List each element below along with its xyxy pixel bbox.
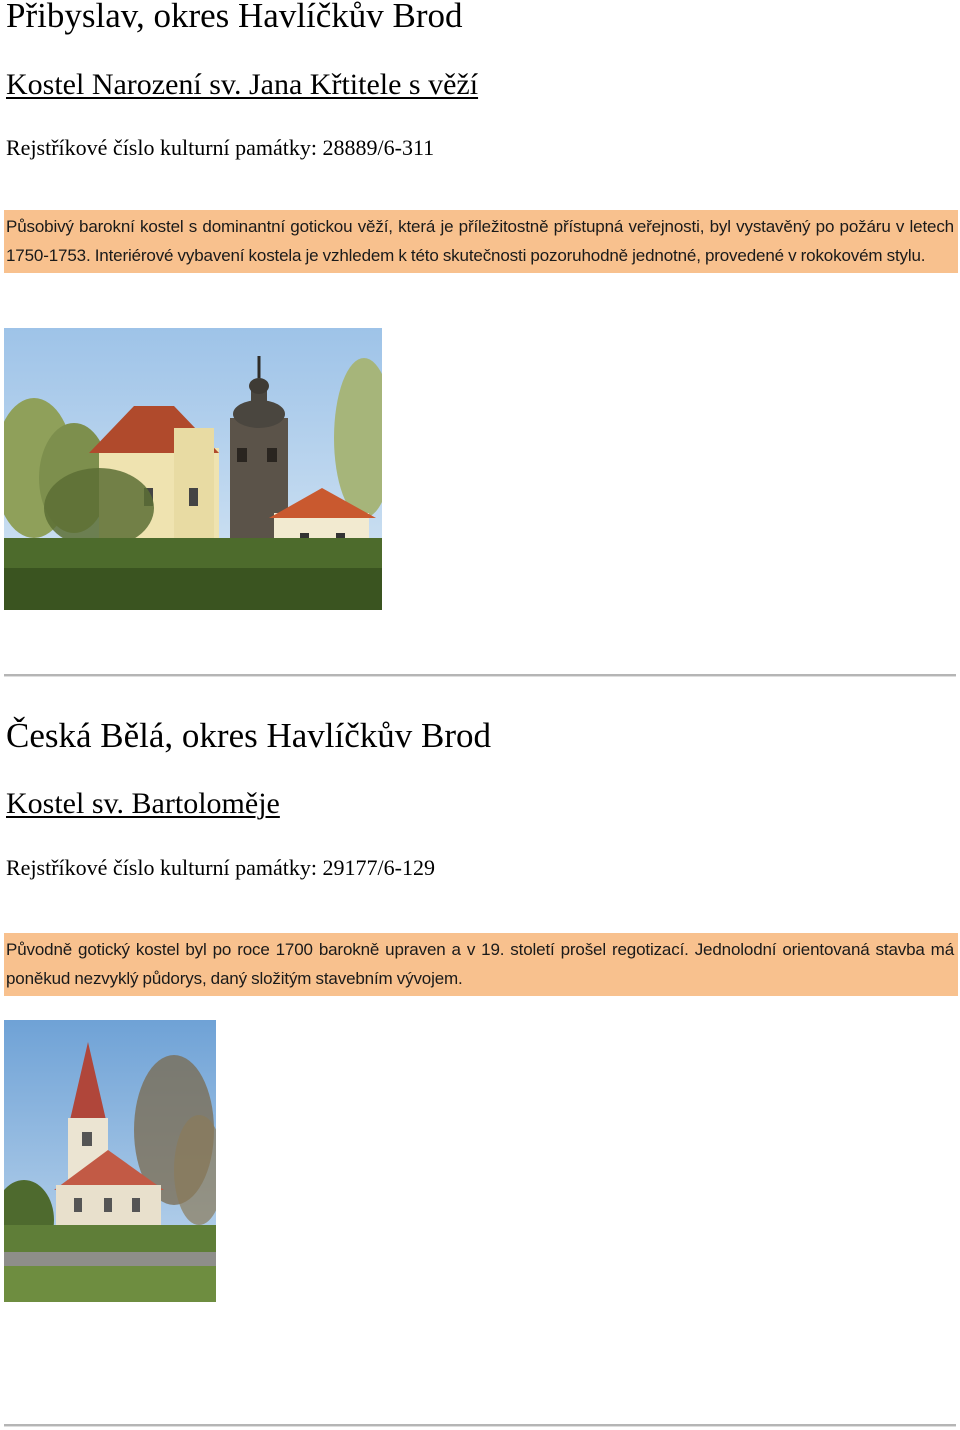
section-divider bbox=[4, 674, 956, 677]
place-title: Česká Bělá, okres Havlíčkův Brod bbox=[6, 716, 492, 755]
church-photo-illustration bbox=[4, 1020, 216, 1302]
church-title: Kostel sv. Bartoloměje bbox=[6, 787, 280, 820]
church-description: Působivý barokní kostel s dominantní gotickou věží, která je příležitostně přístupná veřejnosti, byl vystavěný po požáru v letech 1750-1753. Interiérové vybavení kostela je vzhledem k této skutečnosti pozoruhodně jednotné, provedené v rokokovém stylu. bbox=[4, 210, 958, 273]
registry-number: Rejstříkové číslo kulturní památky: 29177/6-129 bbox=[6, 855, 435, 880]
church-description: Původně gotický kostel byl po roce 1700 barokně upraven a v 19. století prošel regotizací. Jednolodní orientovaná stavba má poněkud nezvyklý půdorys, daný složitým stavebním vývojem. bbox=[4, 933, 958, 996]
registry-number: Rejstříkové číslo kulturní památky: 28889/6-311 bbox=[6, 135, 435, 160]
section-divider bbox=[4, 1424, 956, 1427]
place-title: Přibyslav, okres Havlíčkův Brod bbox=[6, 0, 463, 35]
church-title: Kostel Narození sv. Jana Křtitele s věží bbox=[6, 68, 479, 101]
church-photo bbox=[4, 328, 382, 610]
church-photo-illustration bbox=[4, 328, 382, 610]
church-photo bbox=[4, 1020, 216, 1302]
